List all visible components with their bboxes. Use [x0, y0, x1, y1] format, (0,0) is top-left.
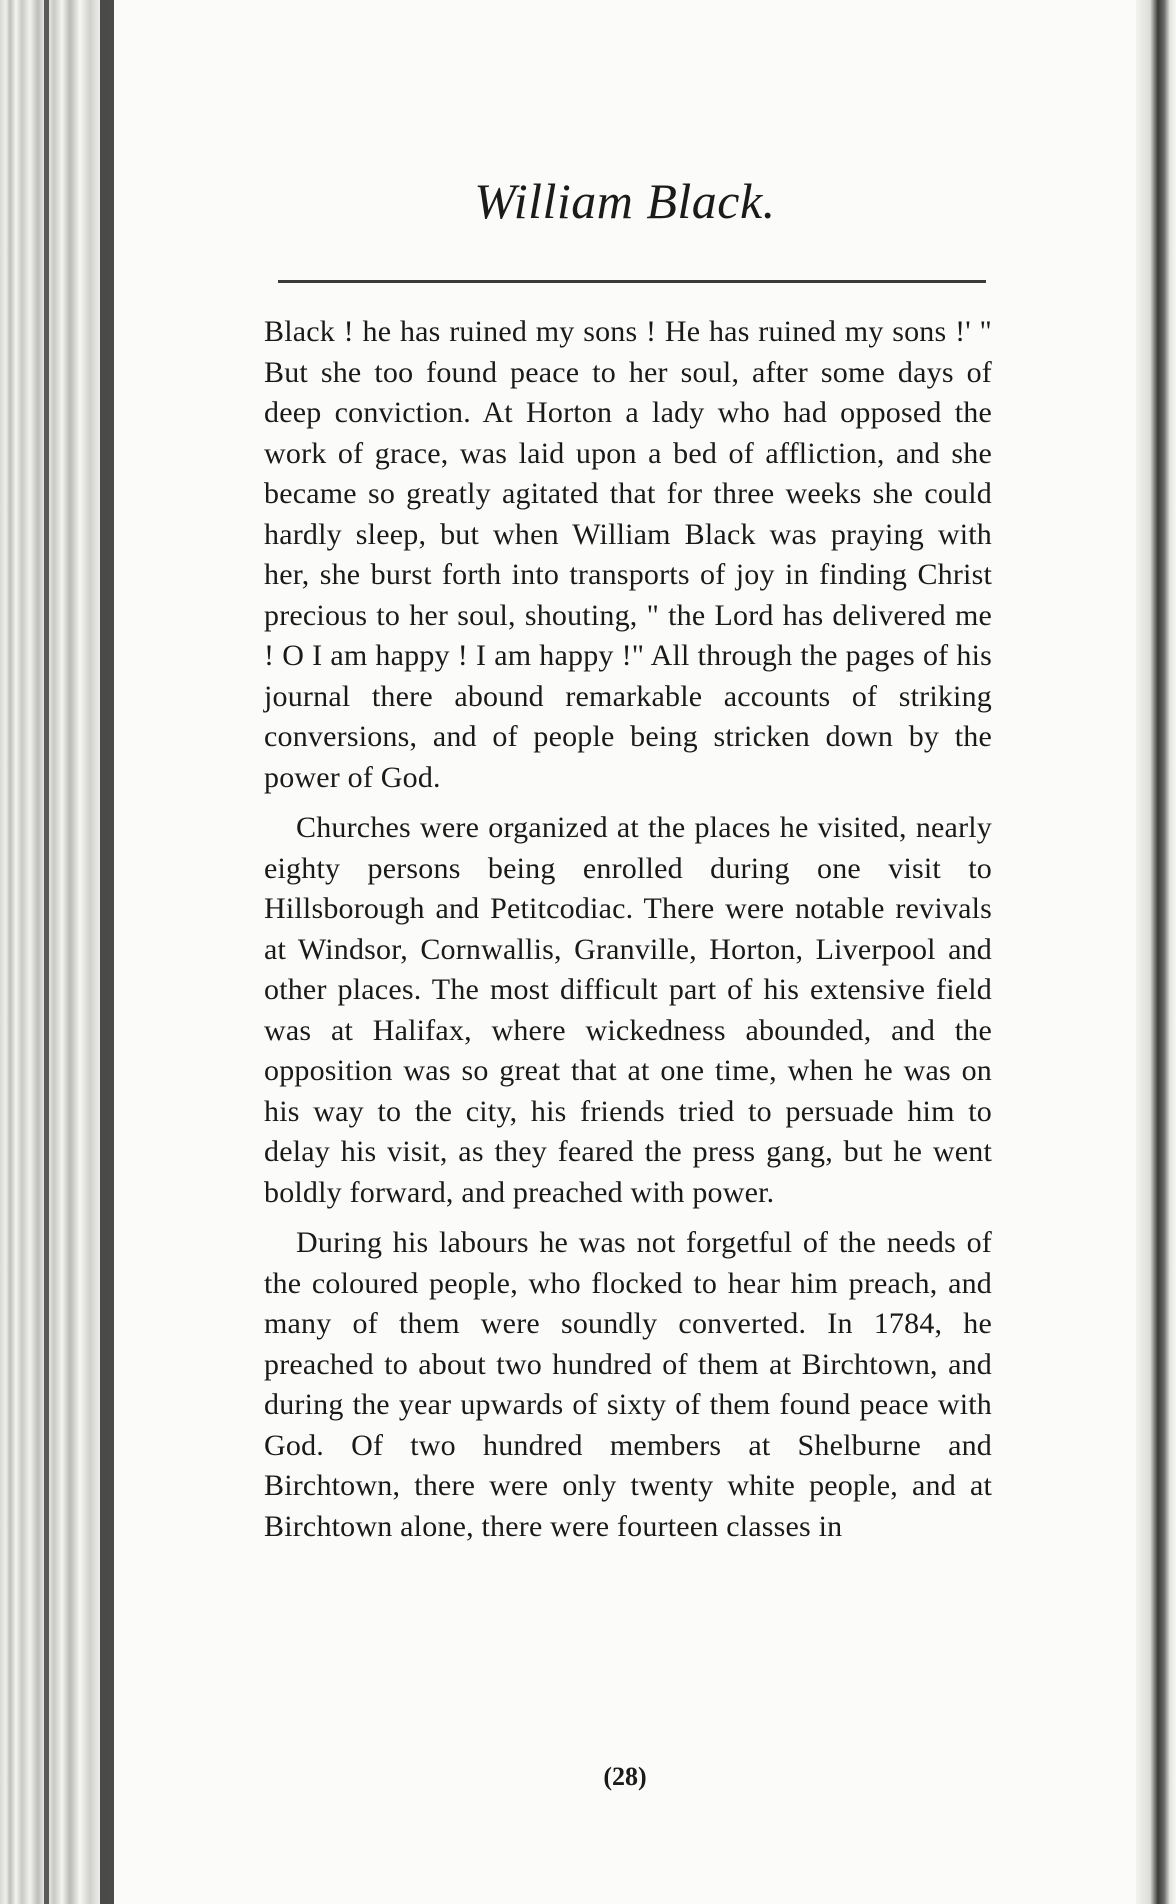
body-text	[264, 312, 992, 1547]
running-head: William Black.	[474, 173, 776, 229]
page-number: (28)	[603, 1762, 647, 1791]
header-rule	[278, 280, 986, 283]
paragraph-3: During his labours he was not forgetful of the needs of the coloured people, who flocked to hear him preach, and many of them were soundly converted. In 1784, he preached to about two hundred of them at Birchtown, and during the year upwards of sixty of them found peace with God. Of two hundred members at Shelburne and Birchtown, there were only twenty white people, and at Birchtown alone, there were fourteen classes in	[264, 1226, 992, 1543]
paragraph-2: Churches were organized at the places he visited, nearly eighty persons being enrolled during one visit to Hillsborough and Petitcodiac. There were notable revivals at Windsor, Cornwallis, Granville, Horton, Liverpool and other places. The most difficult part of his extensive field was at Halifax, where wickedness abounded, and the opposition was so great that at one time, when he was on his way to the city, his friends tried to persuade him to delay his visit, as they feared the press gang, but he went boldly forward, and preached with power.	[264, 811, 992, 1209]
book-page	[114, 0, 1136, 1904]
right-page-edge	[1136, 0, 1176, 1904]
gutter-shadow	[100, 0, 114, 1904]
paragraph-1: Black ! he has ruined my sons ! He has ruined my sons !' " But she too found peace to her soul, after some days of deep conviction. At Horton a lady who had opposed the work of grace, was laid upon a bed of affliction, and she became so greatly agitated that for three weeks she could hardly sleep, but when William Black was praying with her, she burst forth into transports of joy in finding Christ precious to her soul, shouting, " the Lord has delivered me ! O I am happy ! I am happy !" All through the pages of his journal there abound remarkable accounts of striking conversions, and of people being stricken down by the power of God.	[264, 315, 992, 794]
